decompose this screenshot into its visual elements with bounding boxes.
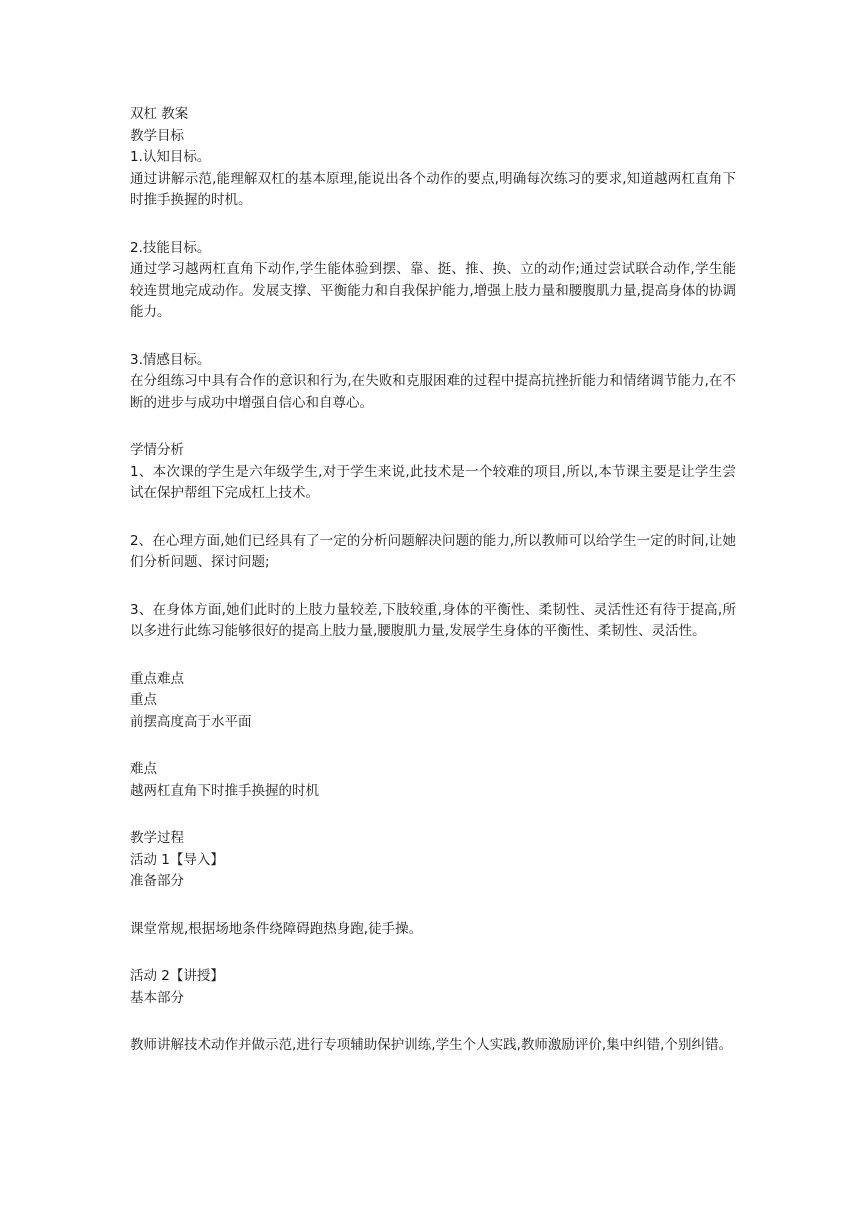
- spacer: [130, 733, 736, 759]
- spacer: [130, 414, 736, 440]
- goal-3-label: 3.情感目标。: [130, 351, 211, 368]
- document-title: 双杠 教案: [130, 106, 189, 122]
- analysis-item-3: 3、在身体方面,她们此时的上肢力量较差,下肢较重,身体的平衡性、柔韧性、灵活性还有待于提高,所以多进行此练习能够很好的提高上肢力量,腰腹肌力量,发展学生身体的平衡性、柔韧性、灵活性。: [130, 601, 736, 639]
- goal-1-label: 1.认知目标。: [130, 149, 211, 165]
- difficulty-text: 越两杠直角下时推手换握的时机: [130, 782, 319, 799]
- difficulty-label: 难点: [130, 761, 157, 777]
- key-point-text: 前摆高度高于水平面: [130, 713, 252, 730]
- spacer: [130, 643, 736, 669]
- process-heading: 教学过程: [130, 830, 184, 846]
- spacer: [130, 212, 736, 238]
- spacer: [130, 324, 736, 350]
- analysis-item-2: 2、在心理方面,她们已经具有了一定的分析问题解决问题的能力,所以教师可以给学生一定的时间,让她们分析问题、探讨问题;: [130, 532, 736, 570]
- activity-2-part: 基本部分: [130, 989, 184, 1006]
- activity-1-part: 准备部分: [130, 873, 184, 889]
- goal-3-text: 在分组练习中具有合作的意识和行为,在失败和克服困难的过程中提高抗挫折能力和情绪调节能力,在不断的进步与成功中增强自信心和自尊心。: [130, 373, 736, 411]
- activity-1-label: 活动 1【导入】: [130, 851, 224, 868]
- document-body: [130, 104, 736, 1057]
- spacer: [130, 940, 736, 966]
- goals-heading: 教学目标: [130, 127, 184, 144]
- activity-2-text: 教师讲解技术动作并做示范,进行专项辅助保护训练,学生个人实践,教师激励评价,集中纠错,个别纠错。: [130, 1037, 732, 1053]
- goal-2-text: 通过学习越两杠直角下动作,学生能体验到摆、靠、挺、推、换、立的动作;通过尝试联合动作,学生能较连贯地完成动作。发展支撑、平衡能力和自我保护能力,增强上肢力量和腰腹肌力量,提高身体的协调能力。: [130, 261, 736, 320]
- spacer: [130, 1009, 736, 1035]
- spacer: [130, 802, 736, 828]
- goal-1-text: 通过讲解示范,能理解双杠的基本原理,能说出各个动作的要点,明确每次练习的要求,知道越两杠直角下时推手换握的时机。: [130, 170, 736, 208]
- analysis-item-1: 1、本次课的学生是六年级学生,对于学生来说,此技术是一个较难的项目,所以,本节课主要是让学生尝试在保护帮组下完成杠上技术。: [130, 463, 736, 501]
- activity-1-text: 课堂常规,根据场地条件绕障碍跑热身跑,徒手操。: [130, 920, 423, 937]
- spacer: [130, 505, 736, 531]
- analysis-heading: 学情分析: [130, 442, 184, 458]
- goal-2-label: 2.技能目标。: [130, 239, 211, 256]
- key-difficulty-heading: 重点难点: [130, 670, 184, 687]
- spacer: [130, 893, 736, 919]
- spacer: [130, 574, 736, 600]
- key-point-label: 重点: [130, 692, 157, 708]
- activity-2-label: 活动 2【讲授】: [130, 968, 224, 984]
